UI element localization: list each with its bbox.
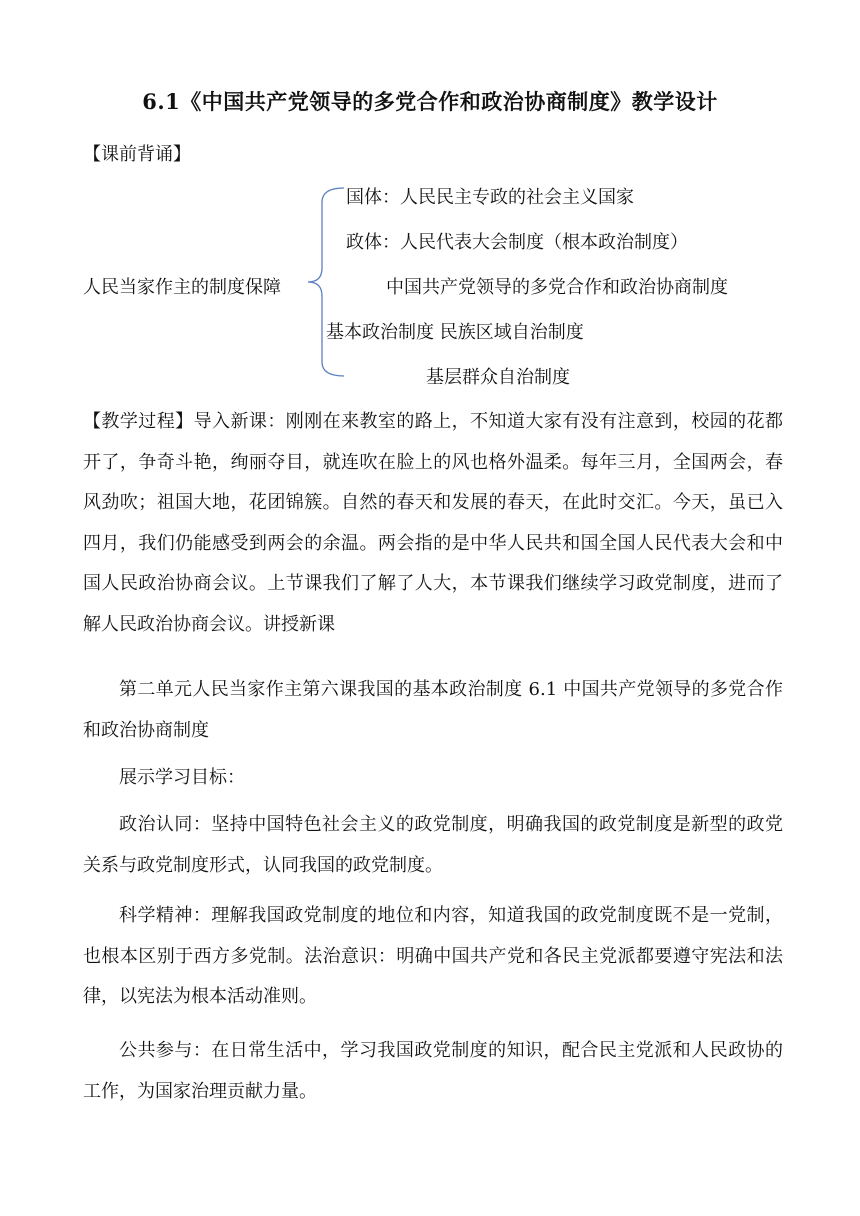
unit-paragraph: 第二单元人民当家作主第六课我国的基本政治制度 6.1 中国共产党领导的多党合作和政治协商制度 — [83, 679, 783, 741]
document-title: 6.1《中国共产党领导的多党合作和政治协商制度》教学设计 — [142, 89, 718, 114]
brace-connector — [306, 186, 346, 378]
branch-basic-system: 基本政治制度 民族区域自治制度 — [326, 322, 584, 343]
process-heading: 【教学过程】 — [83, 411, 194, 432]
pre-class-heading: 【课前背诵】 — [83, 144, 191, 165]
process-intro-text: 导入新课：刚刚在来教室的路上，不知道大家有没有注意到，校园的花都开了，争奇斗艳，绚丽夺目，就连吹在脸上的风也格外温柔。每年三月，全国两会，春风劲吹；祖国大地，花团锦簇。自然的春天和发展的春天，在此时交汇。今天，虽已入四月，我们仍能感受到两会的余温。两会指的是中华人民共和国全国人民代表大会和中国人民政治协商会议。上节课我们了解了人大，本节课我们继续学习政党制度，进而了解人民政治协商会议。讲授新课 — [83, 411, 784, 635]
goal-public-participation: 公共参与：在日常生活中，学习我国政党制度的知识，配合民主党派和人民政协的工作，为国家治理贡献力量。 — [83, 1040, 783, 1102]
goals-intro: 展示学习目标： — [119, 767, 245, 788]
goal-political-identity: 政治认同：坚持中国特色社会主义的政党制度，明确我国的政党制度是新型的政党关系与政党制度形式，认同我国的政党制度。 — [83, 814, 783, 876]
branch-multiparty: 中国共产党领导的多党合作和政治协商制度 — [386, 277, 728, 298]
goal-scientific-spirit: 科学精神：理解我国政党制度的地位和内容，知道我国的政党制度既不是一党制，也根本区别于西方多党制。法治意识：明确中国共产党和各民主党派都要遵守宪法和法律，以宪法为根本活动准则。 — [83, 905, 783, 1008]
branch-grassroots: 基层群众自治制度 — [426, 367, 570, 388]
branch-guoti: 国体：人民民主专政的社会主义国家 — [346, 187, 634, 208]
branch-zhengti: 政体：人民代表大会制度（根本政治制度） — [346, 232, 688, 253]
teaching-process-paragraph — [83, 402, 783, 646]
root-label: 人民当家作主的制度保障 — [83, 277, 281, 298]
